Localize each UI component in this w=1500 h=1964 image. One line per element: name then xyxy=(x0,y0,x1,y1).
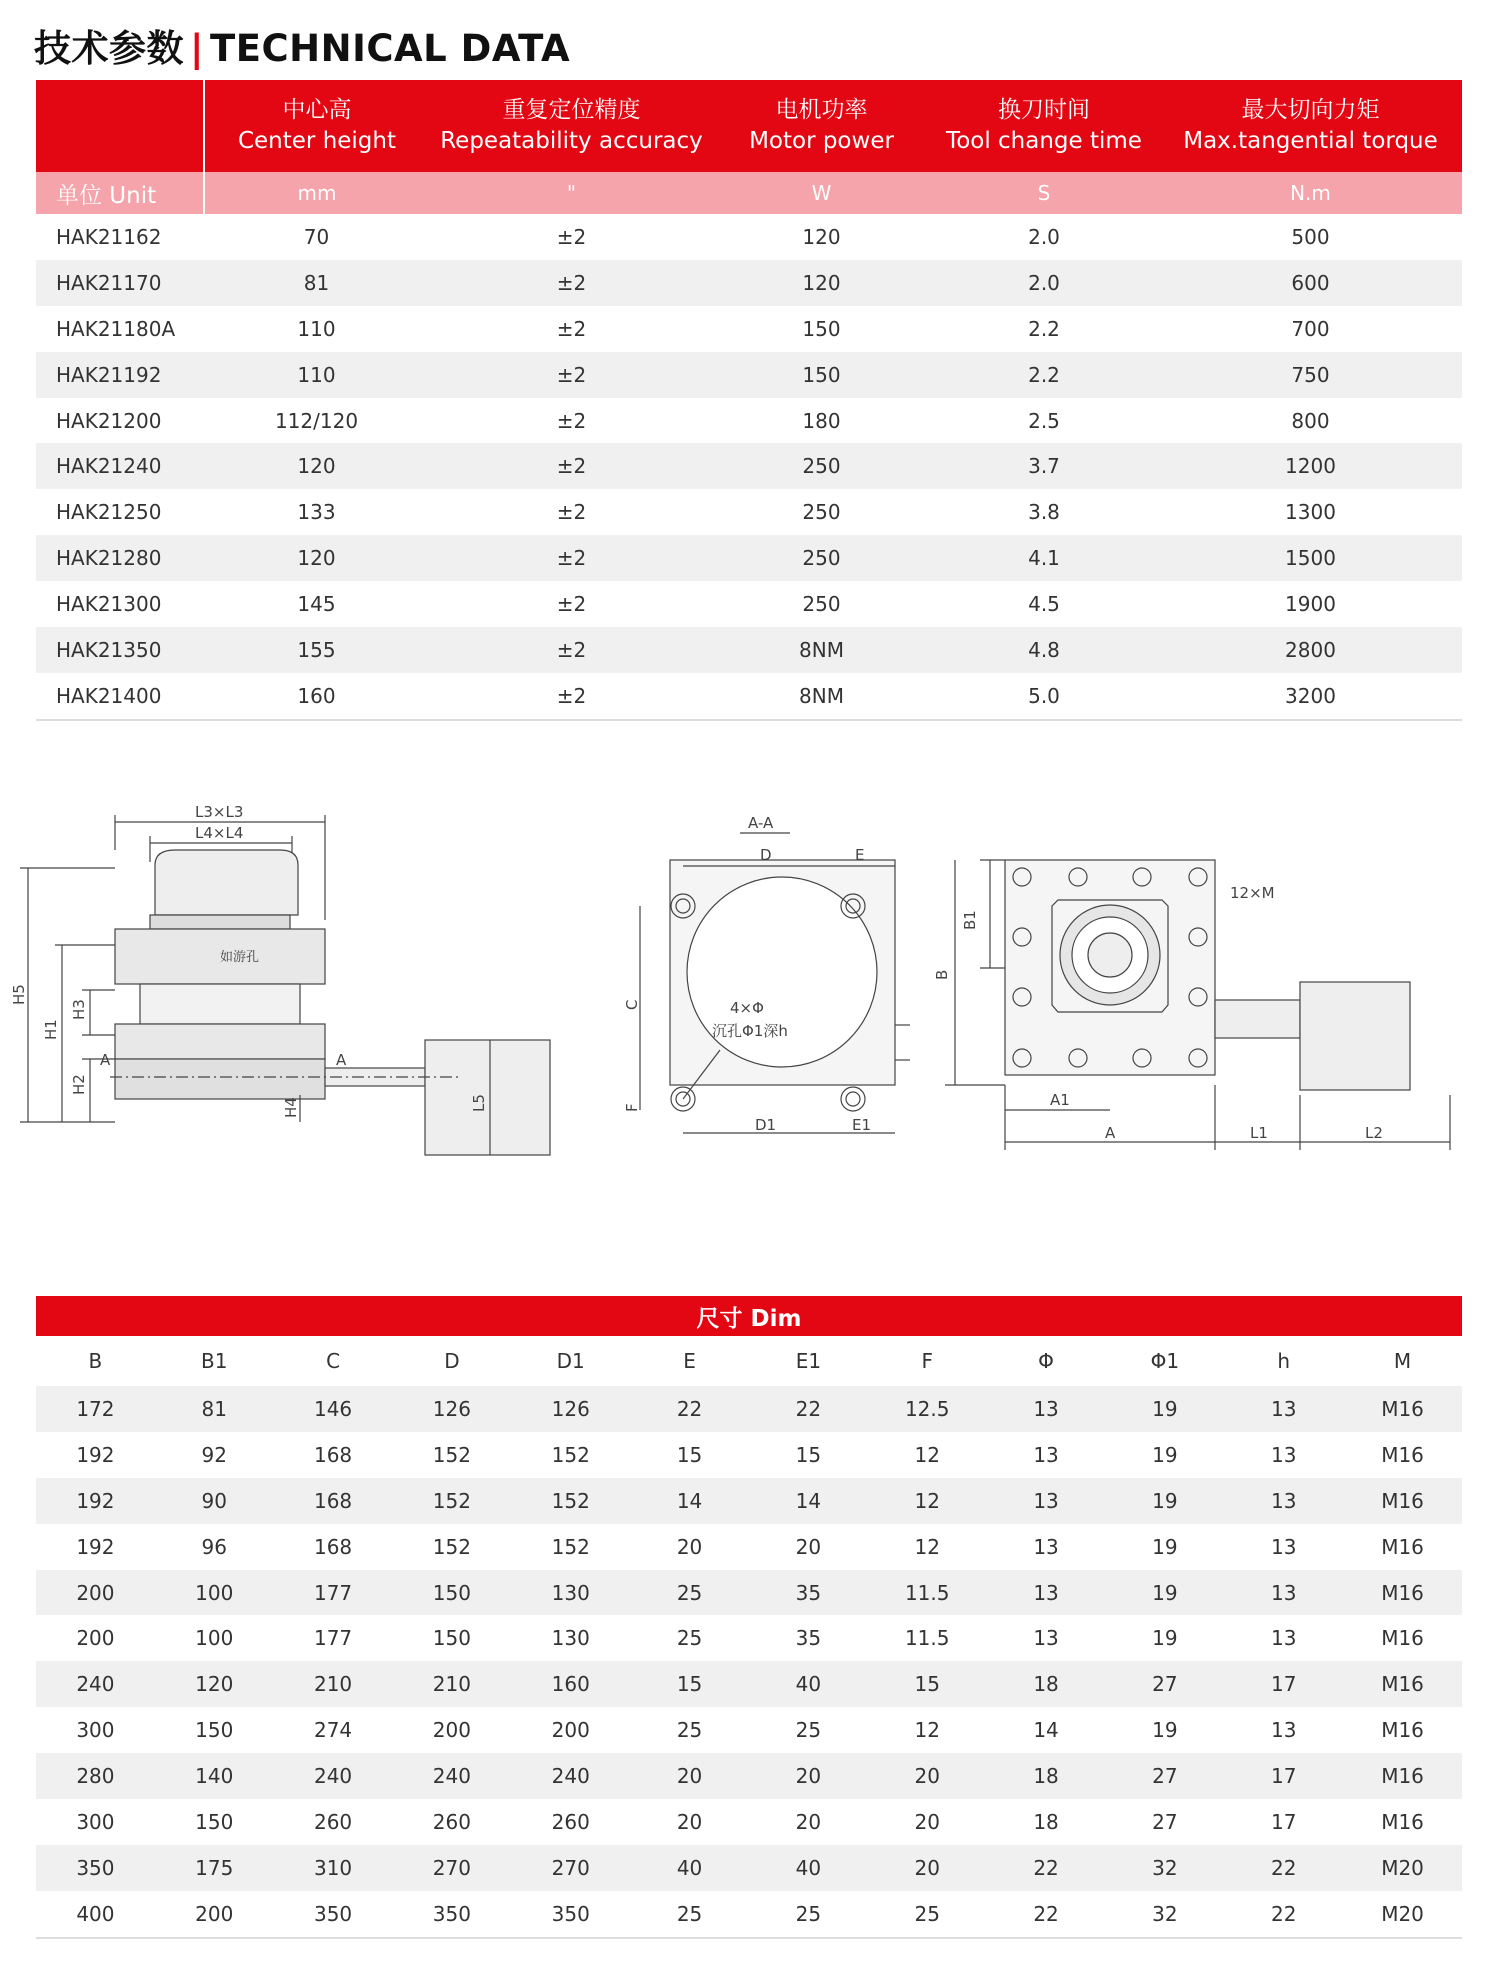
label-l4: L4×L4 xyxy=(195,824,244,842)
table-cell: 152 xyxy=(432,1534,471,1559)
title-separator: | xyxy=(190,27,205,70)
label-h3: H3 xyxy=(70,999,88,1020)
table-cell: 152 xyxy=(551,1534,590,1559)
model-cell: HAK21192 xyxy=(36,352,204,398)
table-cell: 300 xyxy=(76,1809,115,1834)
column-header: Φ xyxy=(1038,1349,1054,1373)
table-cell: 18 xyxy=(987,1753,1106,1799)
table-cell: 250 xyxy=(802,500,841,525)
table-cell: 25 xyxy=(630,1570,749,1616)
model-cell: HAK21250 xyxy=(56,500,162,525)
table-cell: 120 xyxy=(204,535,429,581)
table-cell: 81 xyxy=(155,1386,274,1432)
table-cell: 250 xyxy=(714,443,929,489)
page-title-cn: 技术参数 xyxy=(34,27,184,70)
table-cell: 4.1 xyxy=(929,535,1159,581)
table-cell: 20 xyxy=(868,1845,987,1891)
table-cell: 200 xyxy=(551,1718,590,1743)
table-row xyxy=(36,1891,1462,1938)
table-row xyxy=(36,581,1462,627)
table-cell: M16 xyxy=(1381,1534,1424,1559)
table-cell: 11.5 xyxy=(868,1570,987,1616)
table-cell: 300 xyxy=(76,1718,115,1743)
table-cell: ±2 xyxy=(429,443,714,489)
table-cell: 172 xyxy=(36,1386,155,1432)
header-center-height: 中心高 Center height xyxy=(204,80,429,172)
table-cell: M16 xyxy=(1343,1386,1462,1432)
table-cell: 22 xyxy=(1224,1845,1343,1891)
table-cell: 1900 xyxy=(1285,592,1336,617)
table-row xyxy=(36,352,1462,398)
table-cell: 2.2 xyxy=(1028,316,1060,341)
column-header: D xyxy=(444,1349,460,1373)
table-cell: 15 xyxy=(676,1442,703,1467)
table-cell: 2.0 xyxy=(929,260,1159,306)
model-cell: HAK21400 xyxy=(36,673,204,720)
table-cell: 152 xyxy=(392,1478,511,1524)
table-cell: 150 xyxy=(392,1570,511,1616)
table-cell: ±2 xyxy=(429,673,714,720)
table-cell: 11.5 xyxy=(904,1626,950,1651)
technical-drawings xyxy=(0,740,1500,1200)
table-cell: 20 xyxy=(795,1809,822,1834)
technical-data-table xyxy=(36,80,1462,721)
table-row xyxy=(36,214,1462,260)
column-header: E1 xyxy=(795,1349,822,1373)
page-title xyxy=(34,18,570,72)
model-cell: HAK21280 xyxy=(36,535,204,581)
table-cell: 700 xyxy=(1291,316,1330,341)
table-cell: ±2 xyxy=(556,592,587,617)
table-cell: 177 xyxy=(313,1626,353,1651)
model-cell: HAK21240 xyxy=(36,443,204,489)
page-title-en: TECHNICAL DATA xyxy=(210,27,571,70)
column-header: M xyxy=(1393,1349,1412,1373)
table-cell: 100 xyxy=(195,1626,234,1651)
side-logo-text: 如游孔 xyxy=(220,950,260,965)
table-cell: 280 xyxy=(36,1753,155,1799)
table-cell: 17 xyxy=(1224,1661,1343,1707)
table-cell: 110 xyxy=(297,316,336,341)
table-cell: 270 xyxy=(392,1845,511,1891)
table-row xyxy=(36,443,1462,489)
label-e1: E1 xyxy=(852,1116,872,1134)
table-cell: 240 xyxy=(274,1753,393,1799)
table-cell: 270 xyxy=(511,1845,630,1891)
table-cell: 13 xyxy=(1224,1570,1343,1616)
table-cell: 22 xyxy=(1224,1891,1343,1938)
table-cell: M16 xyxy=(1381,1442,1424,1467)
table-cell: 120 xyxy=(714,260,929,306)
table-cell: 177 xyxy=(274,1570,393,1616)
table-cell: M16 xyxy=(1381,1718,1424,1743)
table-cell: M16 xyxy=(1343,1753,1462,1799)
table-cell: 13 xyxy=(1033,1626,1059,1651)
table-cell: 600 xyxy=(1159,260,1462,306)
label-12m: 12×M xyxy=(1230,884,1275,902)
table-cell: 100 xyxy=(155,1570,274,1616)
table-cell: ±2 xyxy=(556,316,587,341)
unit-cell: W xyxy=(714,172,929,214)
table-cell: M16 xyxy=(1381,1626,1424,1651)
table-cell: 168 xyxy=(274,1478,393,1524)
table-cell: 4.5 xyxy=(1028,592,1060,617)
table-cell: 40 xyxy=(749,1661,868,1707)
unit-cell: N.m xyxy=(1159,172,1462,214)
table-cell: ±2 xyxy=(556,224,587,249)
table-row xyxy=(36,398,1462,444)
table-cell: 3.7 xyxy=(929,443,1159,489)
table-row xyxy=(36,306,1462,352)
table-cell: 25 xyxy=(630,1891,749,1938)
label-a1: A1 xyxy=(1050,1091,1070,1109)
table-cell: 800 xyxy=(1291,408,1330,433)
table-cell: 120 xyxy=(155,1661,274,1707)
table-cell: 20 xyxy=(676,1809,703,1834)
table-cell: 350 xyxy=(392,1891,511,1938)
dimensions-title: 尺寸 Dim xyxy=(36,1296,1462,1336)
label-h5: H5 xyxy=(10,984,28,1005)
table-cell: 750 xyxy=(1159,352,1462,398)
table-cell: 150 xyxy=(195,1809,234,1834)
table-cell: 18 xyxy=(987,1661,1106,1707)
table-cell: 27 xyxy=(1152,1809,1178,1834)
table-cell: 17 xyxy=(1224,1753,1343,1799)
table-cell: 152 xyxy=(432,1442,471,1467)
header-motor-power: 电机功率 Motor power xyxy=(714,80,929,172)
table-cell: 12 xyxy=(914,1442,940,1467)
model-cell: HAK21200 xyxy=(56,408,162,433)
table-cell: 8NM xyxy=(714,627,929,673)
label-section-aa: A-A xyxy=(748,814,774,832)
table-row xyxy=(36,535,1462,581)
table-cell: 5.0 xyxy=(929,673,1159,720)
dimensions-header-row xyxy=(36,1336,1462,1386)
table-cell: 110 xyxy=(204,352,429,398)
table-cell: 12 xyxy=(868,1478,987,1524)
label-f: F xyxy=(623,1103,641,1112)
table-cell: 1300 xyxy=(1285,500,1336,525)
column-header: B xyxy=(88,1349,103,1373)
table-cell: 260 xyxy=(551,1809,590,1834)
table-cell: 96 xyxy=(201,1534,227,1559)
table-cell: 13 xyxy=(987,1570,1106,1616)
top-view-drawing xyxy=(945,860,1450,1150)
table-cell: 168 xyxy=(313,1442,353,1467)
table-cell: 12 xyxy=(914,1718,940,1743)
table-cell: 126 xyxy=(511,1386,630,1432)
model-cell: HAK21170 xyxy=(36,260,204,306)
table-cell: 25 xyxy=(749,1891,868,1938)
table-cell: 210 xyxy=(274,1661,393,1707)
table-cell: 25 xyxy=(868,1891,987,1938)
table-cell: 2800 xyxy=(1159,627,1462,673)
table-cell: 350 xyxy=(36,1845,155,1891)
table-cell: 13 xyxy=(1224,1478,1343,1524)
table-cell: ±2 xyxy=(556,500,587,525)
table-cell: 350 xyxy=(274,1891,393,1938)
table-cell: 13 xyxy=(1224,1386,1343,1432)
model-cell: HAK21162 xyxy=(56,224,162,249)
header-tool-change-time: 换刀时间 Tool change time xyxy=(929,80,1159,172)
table-cell: 14 xyxy=(749,1478,868,1524)
table-cell: 25 xyxy=(676,1626,703,1651)
dimensions-table xyxy=(36,1296,1462,1939)
column-header: F xyxy=(921,1349,933,1373)
table-cell: 192 xyxy=(36,1478,155,1524)
label-a-right: A xyxy=(336,1051,347,1069)
table-cell: 19 xyxy=(1152,1534,1178,1559)
table-row xyxy=(36,1478,1462,1524)
table-cell: 19 xyxy=(1152,1718,1178,1743)
table-cell: 15 xyxy=(630,1661,749,1707)
table-cell: 112/120 xyxy=(274,408,359,433)
label-l2: L2 xyxy=(1365,1124,1383,1142)
table-cell: 19 xyxy=(1105,1570,1224,1616)
table-cell: 20 xyxy=(676,1534,703,1559)
model-cell: HAK21350 xyxy=(36,627,204,673)
table-cell: 22 xyxy=(987,1845,1106,1891)
table-cell: 133 xyxy=(297,500,336,525)
table-row xyxy=(36,1524,1462,1570)
table-cell: 192 xyxy=(76,1442,115,1467)
table-cell: 200 xyxy=(432,1718,471,1743)
table-cell: 155 xyxy=(204,627,429,673)
table-cell: 150 xyxy=(195,1718,234,1743)
table-cell: 400 xyxy=(36,1891,155,1938)
table-cell: 260 xyxy=(432,1809,471,1834)
table-cell: 250 xyxy=(802,592,841,617)
column-header: Φ1 xyxy=(1150,1349,1180,1373)
table-cell: 4.8 xyxy=(929,627,1159,673)
table-row xyxy=(36,1570,1462,1616)
column-header: B1 xyxy=(201,1349,228,1373)
table-row xyxy=(36,1845,1462,1891)
table-row xyxy=(36,489,1462,535)
table-cell: 152 xyxy=(511,1478,630,1524)
table-cell: 13 xyxy=(1270,1718,1297,1743)
table-cell: 12 xyxy=(914,1534,940,1559)
table-cell: 13 xyxy=(1270,1442,1297,1467)
table-cell: 18 xyxy=(1033,1809,1059,1834)
table-cell: 145 xyxy=(297,592,336,617)
table-cell: 13 xyxy=(1270,1626,1297,1651)
table-cell: ±2 xyxy=(429,627,714,673)
table-cell: 150 xyxy=(714,352,929,398)
table-cell: 14 xyxy=(630,1478,749,1524)
table-cell: 274 xyxy=(313,1718,353,1743)
label-l1: L1 xyxy=(1250,1124,1268,1142)
table-cell: 19 xyxy=(1152,1626,1178,1651)
header-repeatability: 重复定位精度 Repeatability accuracy xyxy=(429,80,714,172)
table-cell: 22 xyxy=(749,1386,868,1432)
column-header: D1 xyxy=(556,1349,585,1373)
column-header: h xyxy=(1277,1349,1291,1373)
table-cell: 250 xyxy=(714,535,929,581)
unit-row xyxy=(36,172,1462,214)
table-cell: 200 xyxy=(76,1626,115,1651)
table-cell: 13 xyxy=(987,1386,1106,1432)
table-cell: 310 xyxy=(274,1845,393,1891)
model-cell: HAK21300 xyxy=(56,592,162,617)
table-cell: 210 xyxy=(392,1661,511,1707)
unit-cell: mm xyxy=(204,172,429,214)
table-cell: 25 xyxy=(676,1718,703,1743)
column-header: E xyxy=(683,1349,696,1373)
header-model xyxy=(36,80,204,172)
table-cell: 200 xyxy=(36,1570,155,1616)
table-cell: 20 xyxy=(795,1534,822,1559)
table-cell: 150 xyxy=(432,1626,471,1651)
table-cell: 35 xyxy=(795,1626,822,1651)
table-row xyxy=(36,1386,1462,1432)
table-cell: 120 xyxy=(802,224,841,249)
table-cell: 2.0 xyxy=(1028,224,1060,249)
table-cell: 168 xyxy=(313,1534,353,1559)
table-row xyxy=(36,627,1462,673)
table-cell: 12.5 xyxy=(868,1386,987,1432)
table-cell: 240 xyxy=(392,1753,511,1799)
table-cell: 175 xyxy=(155,1845,274,1891)
table-cell: 13 xyxy=(987,1478,1106,1524)
table-cell: 3200 xyxy=(1159,673,1462,720)
label-a: A xyxy=(1105,1124,1116,1142)
table-cell: 27 xyxy=(1105,1661,1224,1707)
table-cell: 40 xyxy=(630,1845,749,1891)
table-cell: 8NM xyxy=(714,673,929,720)
table-row xyxy=(36,1615,1462,1661)
table-cell: 13 xyxy=(1033,1442,1059,1467)
column-header: C xyxy=(326,1349,341,1373)
table-cell: 17 xyxy=(1270,1809,1297,1834)
table-cell: 150 xyxy=(802,316,841,341)
table-row xyxy=(36,1432,1462,1478)
label-l5: L5 xyxy=(470,1094,488,1112)
table-cell: 19 xyxy=(1105,1386,1224,1432)
label-c: C xyxy=(623,999,641,1010)
table-cell: 2.5 xyxy=(1028,408,1060,433)
table-cell: 20 xyxy=(630,1753,749,1799)
table-cell: 160 xyxy=(511,1661,630,1707)
section-view-drawing xyxy=(640,833,910,1133)
table-cell: 20 xyxy=(914,1809,940,1834)
table-cell: M16 xyxy=(1381,1809,1424,1834)
label-b: B xyxy=(933,969,951,980)
table-cell: 126 xyxy=(392,1386,511,1432)
label-h2: H2 xyxy=(70,1074,88,1095)
table-cell: 27 xyxy=(1105,1753,1224,1799)
table-row xyxy=(36,1799,1462,1845)
table-cell: M16 xyxy=(1343,1661,1462,1707)
table-cell: M20 xyxy=(1343,1845,1462,1891)
table-cell: 240 xyxy=(36,1661,155,1707)
unit-cell: " xyxy=(429,172,714,214)
label-d1: D1 xyxy=(755,1116,777,1134)
table-row xyxy=(36,673,1462,720)
label-d: D xyxy=(760,846,772,864)
table-cell: 146 xyxy=(274,1386,393,1432)
table-cell: 3.8 xyxy=(1028,500,1060,525)
table-cell: 180 xyxy=(802,408,841,433)
table-cell: 130 xyxy=(551,1626,590,1651)
table-cell: 35 xyxy=(749,1570,868,1616)
label-counterbore: 沉孔Φ1深h xyxy=(712,1022,788,1040)
table-row xyxy=(36,1707,1462,1753)
table-cell: 1500 xyxy=(1159,535,1462,581)
table-cell: M16 xyxy=(1343,1478,1462,1524)
model-cell: HAK21180A xyxy=(56,316,176,341)
label-h4: H4 xyxy=(282,1097,300,1118)
table-cell: 15 xyxy=(795,1442,822,1467)
table-cell: 260 xyxy=(313,1809,353,1834)
table-cell: 15 xyxy=(868,1661,987,1707)
table-cell: 70 xyxy=(303,224,330,249)
table-cell: M20 xyxy=(1343,1891,1462,1938)
table-cell: 92 xyxy=(201,1442,227,1467)
table-cell: 240 xyxy=(511,1753,630,1799)
table-cell: ±2 xyxy=(556,408,587,433)
table-cell: 160 xyxy=(204,673,429,720)
label-l3: L3×L3 xyxy=(195,803,244,821)
table-cell: 22 xyxy=(987,1891,1106,1938)
table-cell: 13 xyxy=(1033,1534,1059,1559)
table-cell: 40 xyxy=(749,1845,868,1891)
table-cell: ±2 xyxy=(429,352,714,398)
table-cell: 152 xyxy=(551,1442,590,1467)
table-cell: 25 xyxy=(795,1718,822,1743)
table-cell: 90 xyxy=(155,1478,274,1524)
table-cell: 32 xyxy=(1105,1845,1224,1891)
table-cell: 20 xyxy=(749,1753,868,1799)
table-cell: 14 xyxy=(1033,1718,1059,1743)
table-cell: 192 xyxy=(76,1534,115,1559)
table-cell: 81 xyxy=(204,260,429,306)
table-row xyxy=(36,1661,1462,1707)
table-cell: ±2 xyxy=(429,260,714,306)
table-cell: 19 xyxy=(1152,1442,1178,1467)
table-cell: 20 xyxy=(868,1753,987,1799)
table-cell: M16 xyxy=(1343,1570,1462,1616)
header-max-torque: 最大切向力矩 Max.tangential torque xyxy=(1159,80,1462,172)
table-cell: 140 xyxy=(155,1753,274,1799)
table-cell: 13 xyxy=(1270,1534,1297,1559)
table-cell: ±2 xyxy=(429,535,714,581)
label-a-left: A xyxy=(100,1051,111,1069)
table-cell: 22 xyxy=(630,1386,749,1432)
unit-label: 单位 Unit xyxy=(36,172,204,214)
table-cell: 120 xyxy=(204,443,429,489)
table-cell: 19 xyxy=(1105,1478,1224,1524)
label-hole-count: 4×Φ xyxy=(730,999,764,1017)
label-b1: B1 xyxy=(961,910,979,930)
table-cell: 350 xyxy=(511,1891,630,1938)
table-cell: 500 xyxy=(1291,224,1330,249)
table-cell: 200 xyxy=(155,1891,274,1938)
table-cell: 1200 xyxy=(1159,443,1462,489)
table-cell: 32 xyxy=(1105,1891,1224,1938)
unit-cell: S xyxy=(929,172,1159,214)
table-cell: 130 xyxy=(511,1570,630,1616)
table-row xyxy=(36,260,1462,306)
label-h1: H1 xyxy=(42,1019,60,1040)
table-cell: 2.2 xyxy=(929,352,1159,398)
table-row xyxy=(36,1753,1462,1799)
label-e: E xyxy=(855,846,865,864)
drawings-svg xyxy=(0,740,1500,1200)
